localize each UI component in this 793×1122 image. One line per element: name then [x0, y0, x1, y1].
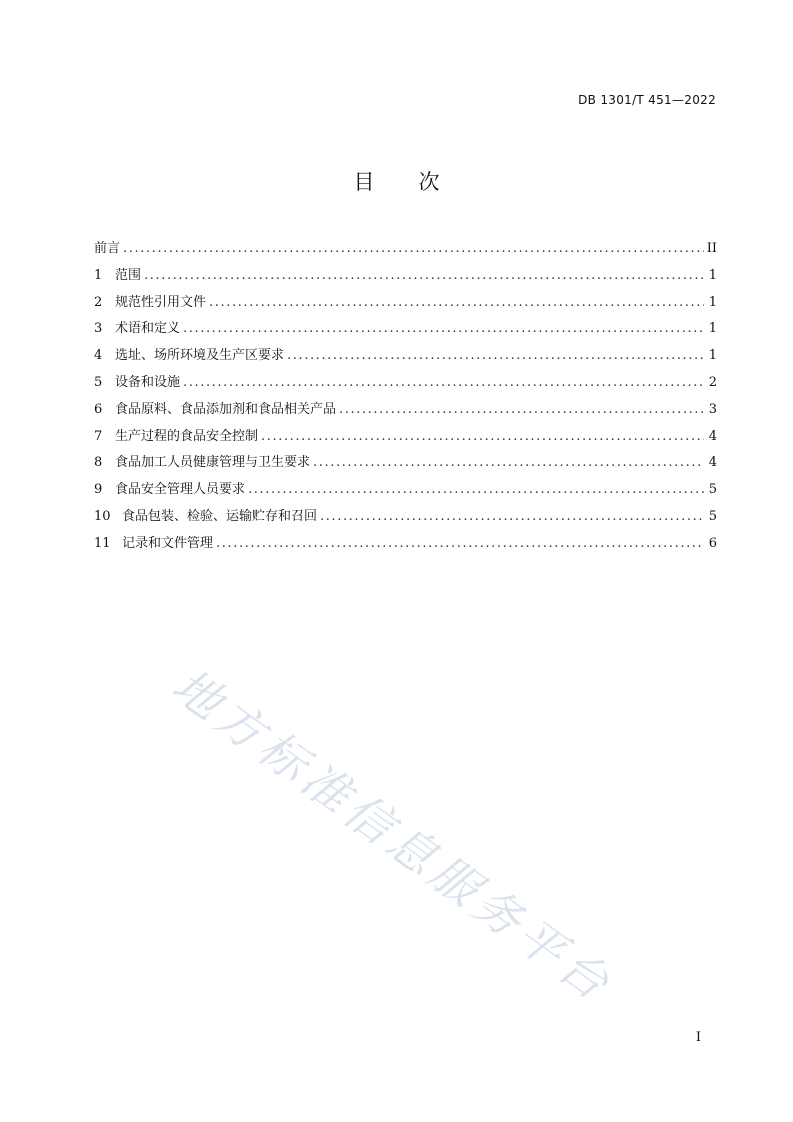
toc-number: 7: [94, 428, 103, 444]
toc-leader-dots: [339, 400, 704, 420]
toc-label: 前言: [94, 241, 121, 256]
toc-label: 食品安全管理人员要求: [115, 482, 246, 498]
toc-label: 术语和定义: [115, 321, 181, 337]
toc-number: 2: [94, 294, 103, 310]
toc-entry-1[interactable]: [94, 266, 717, 293]
toc-leader-dots: [183, 319, 704, 339]
toc-number: 11: [94, 535, 111, 551]
toc-page: 4: [708, 455, 717, 471]
toc-number: 9: [94, 482, 103, 498]
toc-entry-3[interactable]: [94, 319, 717, 346]
toc-leader-dots: [144, 266, 704, 286]
toc-label: 食品原料、食品添加剂和食品相关产品: [115, 401, 337, 417]
page-number: I: [695, 1030, 701, 1045]
toc-label: 生产过程的食品安全控制: [115, 428, 259, 444]
toc-page: 5: [708, 508, 717, 524]
page-title: [0, 166, 793, 196]
toc-entry-10[interactable]: [94, 507, 717, 534]
toc-number: 1: [94, 267, 103, 283]
toc-label: 选址、场所环境及生产区要求: [115, 348, 285, 364]
toc-page: 5: [708, 482, 717, 498]
toc-label: 范围: [115, 267, 142, 283]
standard-code: DB 1301/T 451—2022: [578, 93, 716, 107]
toc-entry-9[interactable]: [94, 480, 717, 507]
toc-entry-11[interactable]: [94, 534, 717, 561]
toc-page: 1: [708, 294, 717, 310]
toc-entry-5[interactable]: [94, 373, 717, 400]
toc-page: 1: [708, 267, 717, 283]
toc-number: 8: [94, 455, 103, 471]
toc-number: 4: [94, 348, 103, 364]
watermark: 地方标准信息服务平台: [161, 658, 623, 1015]
toc-leader-dots: [183, 373, 704, 393]
toc-entry-6[interactable]: [94, 400, 717, 427]
toc-label: 设备和设施: [115, 374, 181, 390]
toc-entry-2[interactable]: [94, 293, 717, 320]
title-char-left: 目: [353, 170, 375, 194]
toc-page: II: [706, 241, 717, 256]
toc-page: 3: [708, 401, 717, 417]
toc-label: 食品包装、检验、运输贮存和召回: [122, 508, 318, 524]
toc-leader-dots: [248, 480, 704, 500]
toc-leader-dots: [287, 346, 704, 366]
toc-page: 2: [708, 374, 717, 390]
toc-label: 规范性引用文件: [115, 294, 207, 310]
table-of-contents: [94, 239, 717, 561]
toc-entry-8[interactable]: [94, 453, 717, 480]
toc-number: 10: [94, 508, 111, 524]
toc-leader-dots: [216, 534, 704, 554]
toc-page: 6: [708, 535, 717, 551]
toc-label: 食品加工人员健康管理与卫生要求: [115, 455, 311, 471]
toc-page: 4: [708, 428, 717, 444]
toc-page: 1: [708, 348, 717, 364]
toc-label: 记录和文件管理: [122, 535, 214, 551]
toc-number: 3: [94, 321, 103, 337]
toc-leader-dots: [320, 507, 704, 527]
toc-leader-dots: [123, 239, 704, 259]
toc-entry-4[interactable]: [94, 346, 717, 373]
toc-page: 1: [708, 321, 717, 337]
toc-leader-dots: [261, 427, 704, 447]
toc-entry-foreword[interactable]: [94, 239, 717, 266]
toc-leader-dots: [209, 293, 704, 313]
toc-leader-dots: [313, 453, 704, 473]
toc-number: 6: [94, 401, 103, 417]
toc-number: 5: [94, 374, 103, 390]
title-char-right: 次: [418, 170, 440, 194]
toc-entry-7[interactable]: [94, 427, 717, 454]
